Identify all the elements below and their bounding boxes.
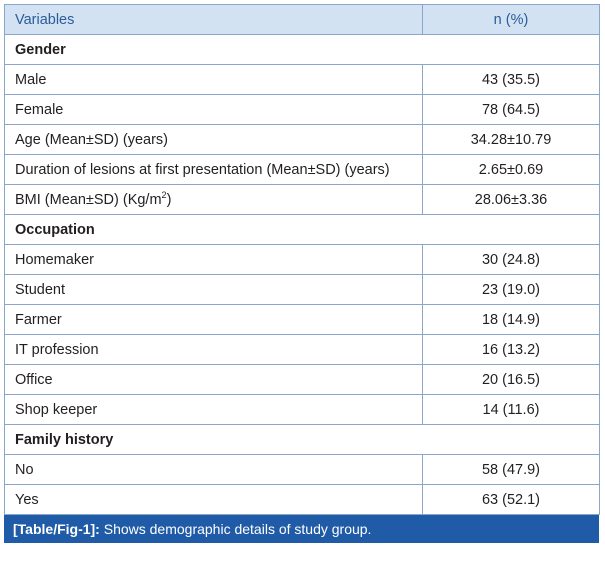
row-value: 63 (52.1) [423, 485, 600, 515]
row-label: Office [5, 365, 423, 395]
table-row [5, 305, 600, 335]
table-row [5, 275, 600, 305]
row-value: 2.65±0.69 [423, 155, 600, 185]
caption-text: Shows demographic details of study group. [99, 521, 372, 537]
row-label: IT profession [5, 335, 423, 365]
row-label: Age (Mean±SD) (years) [5, 125, 423, 155]
section-row [5, 215, 600, 245]
demographics-table [4, 4, 600, 515]
table-row [5, 485, 600, 515]
row-label-text: BMI (Mean±SD) (Kg/m [15, 191, 162, 208]
row-value: 58 (47.9) [423, 455, 600, 485]
demographics-table-figure [4, 4, 599, 543]
table-row [5, 125, 600, 155]
row-label: Duration of lesions at first presentation (Mean±SD) (years) [5, 155, 423, 185]
row-value: 28.06±3.36 [423, 185, 600, 215]
header-n-percent: n (%) [423, 5, 600, 35]
row-label: Farmer [5, 305, 423, 335]
row-value: 18 (14.9) [423, 305, 600, 335]
row-value: 23 (19.0) [423, 275, 600, 305]
section-label: Occupation [5, 215, 600, 245]
row-label: Yes [5, 485, 423, 515]
row-label: Student [5, 275, 423, 305]
row-label [5, 185, 423, 215]
row-value: 20 (16.5) [423, 365, 600, 395]
row-value: 16 (13.2) [423, 335, 600, 365]
table-row [5, 335, 600, 365]
row-label: Homemaker [5, 245, 423, 275]
row-label: Female [5, 95, 423, 125]
header-variables: Variables [5, 5, 423, 35]
section-label: Gender [5, 35, 600, 65]
table-row [5, 455, 600, 485]
table-row [5, 395, 600, 425]
section-label: Family history [5, 425, 600, 455]
row-label: No [5, 455, 423, 485]
table-caption [4, 515, 599, 543]
row-value: 43 (35.5) [423, 65, 600, 95]
table-header-row [5, 5, 600, 35]
table-row [5, 365, 600, 395]
table-row [5, 95, 600, 125]
row-value: 78 (64.5) [423, 95, 600, 125]
table-row [5, 65, 600, 95]
caption-label: [Table/Fig-1]: [13, 521, 100, 537]
row-label: Male [5, 65, 423, 95]
row-value: 30 (24.8) [423, 245, 600, 275]
section-row [5, 35, 600, 65]
table-row [5, 245, 600, 275]
row-label-superscript: 2 [161, 189, 167, 200]
row-value: 34.28±10.79 [423, 125, 600, 155]
section-row [5, 425, 600, 455]
table-row [5, 185, 600, 215]
row-label: Shop keeper [5, 395, 423, 425]
row-value: 14 (11.6) [423, 395, 600, 425]
table-row [5, 155, 600, 185]
row-label-suffix: ) [166, 191, 172, 208]
table-body [5, 35, 600, 515]
